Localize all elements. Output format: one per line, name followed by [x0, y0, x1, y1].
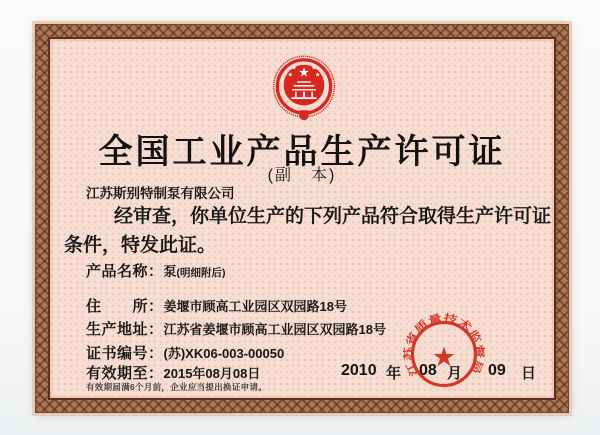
- national-emblem-icon: [267, 52, 341, 124]
- field-valid-until: [86, 362, 260, 383]
- statement-line-2: 条件，特发此证。: [64, 235, 217, 256]
- field-certificate-number: [86, 342, 284, 363]
- certificate-title: 全国工业产品生产许可证: [98, 132, 506, 172]
- seal-text: 江苏省质量技术监督局: [402, 312, 486, 378]
- certificate-content: [52, 41, 552, 396]
- field-label: 有效期至：: [86, 365, 164, 382]
- certificate-subtitle: (副 本): [267, 167, 337, 184]
- issue-month: 08: [419, 362, 437, 379]
- field-label: 住 所：: [86, 298, 164, 315]
- statement-paragraph: [64, 202, 562, 260]
- field-value: 姜堰市顾高工业园区双园路18号: [163, 299, 347, 314]
- issue-year: 2010: [341, 362, 377, 379]
- certificate-paper: [48, 37, 556, 400]
- issue-day-unit: 日: [521, 365, 537, 382]
- emblem-big-star-icon: ★: [298, 65, 310, 80]
- company-name: 江苏斯别特制泵有限公司: [86, 186, 235, 201]
- field-label: 证书编号：: [86, 345, 164, 362]
- field-registered-address: [86, 295, 347, 316]
- field-value: 2015年08月08日: [163, 366, 261, 381]
- field-label: 产品名称：: [86, 263, 164, 280]
- emblem-small-star-icon: ★: [311, 65, 317, 72]
- field-value-note: (明细附后): [176, 267, 226, 279]
- statement-line-1: 经审查，你单位生产的下列产品符合取得生产许可证: [114, 206, 552, 227]
- issue-year-unit: 年: [386, 365, 402, 382]
- field-value: (苏)XK06-003-00050: [163, 346, 285, 361]
- field-value: 江苏省姜堰市顾高工业园区双园路18号: [163, 322, 386, 337]
- emblem-small-star-icon: ★: [291, 65, 297, 72]
- emblem-small-star-icon: ★: [315, 72, 321, 79]
- field-production-address: [86, 318, 386, 339]
- field-product-name: [86, 260, 226, 281]
- field-label: 生产地址：: [86, 321, 164, 338]
- certificate: [35, 24, 569, 413]
- field-value: 泵: [163, 264, 177, 279]
- issue-month-unit: 月: [447, 365, 463, 382]
- seal-star-icon: ★: [431, 342, 457, 372]
- emblem-small-star-icon: ★: [287, 72, 293, 79]
- renewal-footnote: 有效期届满6个月前，企业应当提出换证申请。: [86, 382, 268, 392]
- issue-day: 09: [488, 362, 506, 379]
- official-seal: [394, 304, 494, 404]
